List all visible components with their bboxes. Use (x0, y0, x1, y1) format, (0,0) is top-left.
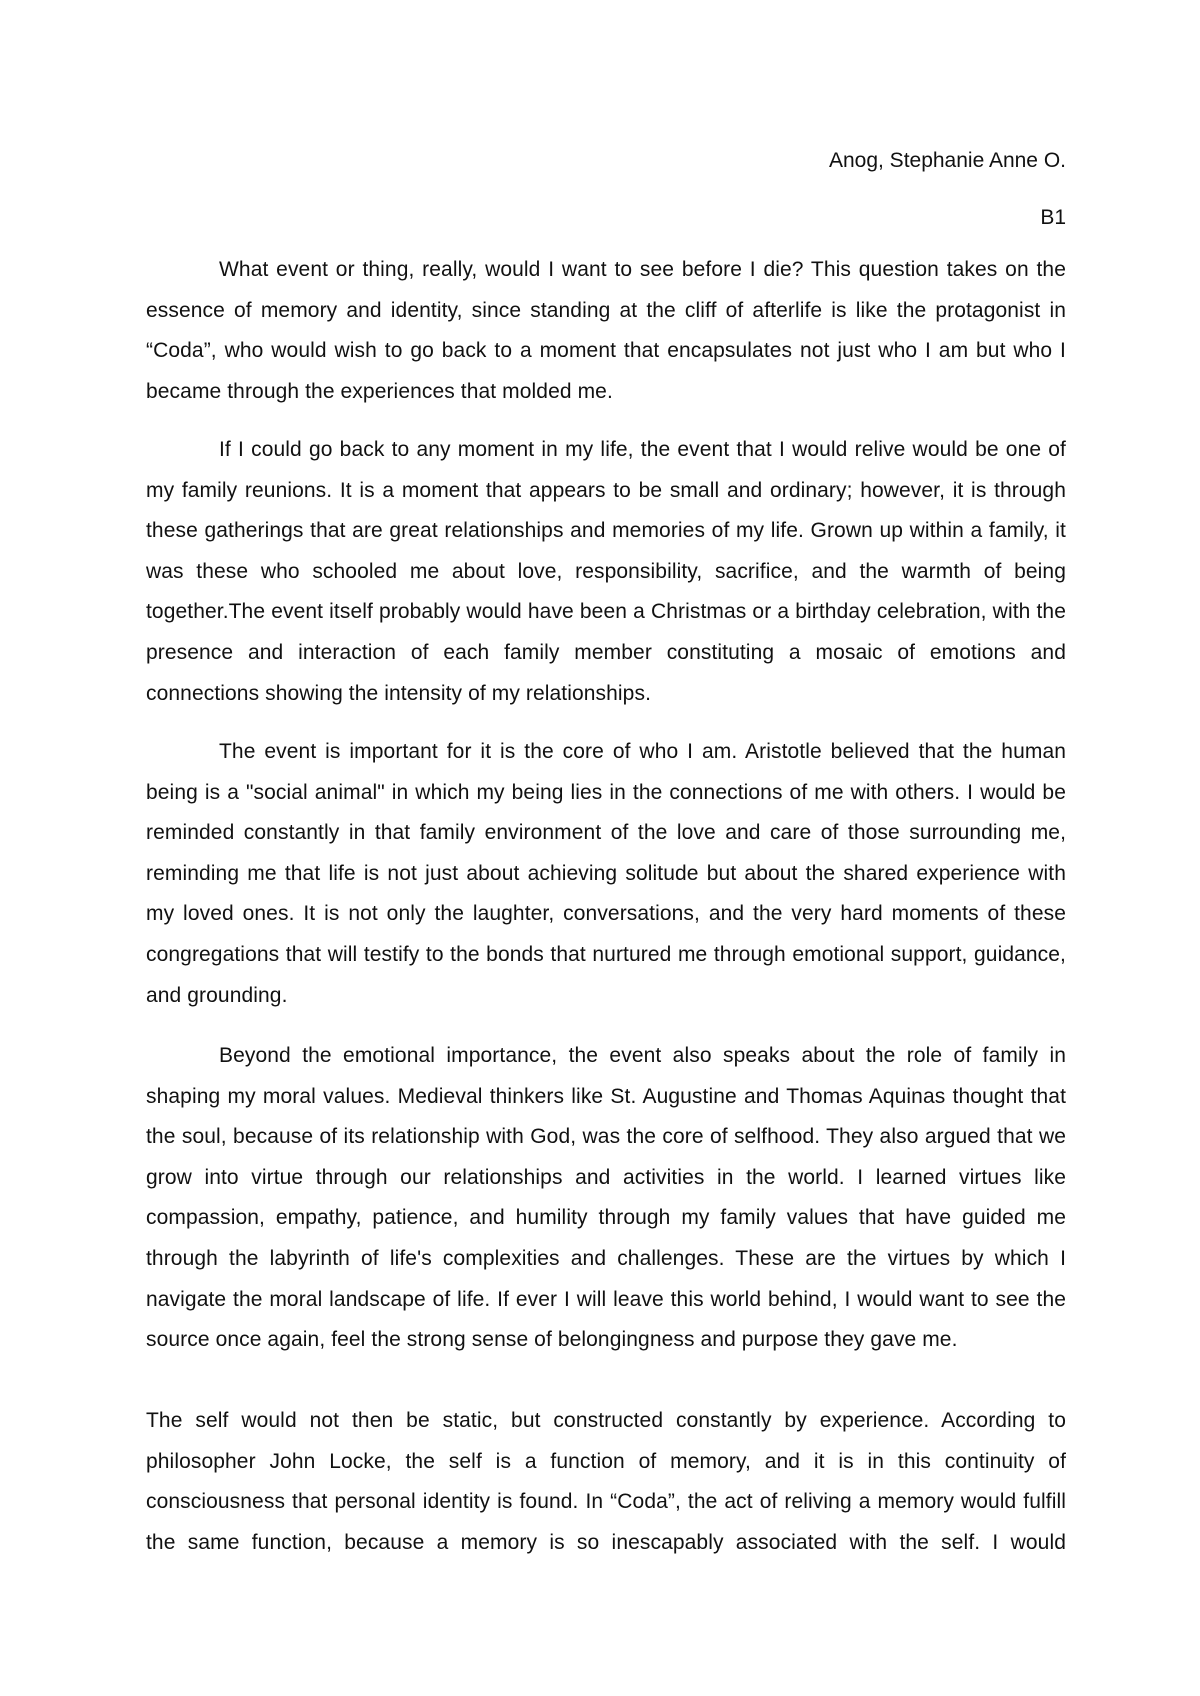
paragraph-1-block (146, 250, 1066, 412)
paragraph-2-block (146, 430, 1066, 714)
author-name: Anog, Stephanie Anne O. (828, 149, 1066, 172)
section-code: B1 (1040, 206, 1066, 229)
paragraph-3: The event is important for it is the core of who I am. Aristotle believed that the human being is a "social animal" in which my being lies in the connections of me with others. I would be reminded constantly in that family environment of the love and care of those surrounding me, reminding me that life is not just about achieving solitude but about the shared experience with my loved ones. It is not only the laughter, conversations, and the very hard moments of these congregations that will testify to the bonds that nurtured me through emotional support, guidance, and grounding. (146, 740, 1066, 1007)
paragraph-5: The self would not then be static, but constructed constantly by experience. According to philosopher John Locke, the self is a function of memory, and it is in this continuity of consciousness that personal identity is found. In “Coda”, the act of reliving a memory would fulfill the same function, because a memory is so inescapably associated with the self. I would (146, 1409, 1066, 1554)
paragraph-4: Beyond the emotional importance, the event also speaks about the role of family in shaping my moral values. Medieval thinkers like St. Augustine and Thomas Aquinas thought that the soul, because of its relationship with God, was the core of selfhood. They also argued that we grow into virtue through our relationships and activities in the world. I learned virtues like compassion, empathy, patience, and humility through my family values that have guided me through the labyrinth of life's complexities and challenges. These are the virtues by which I navigate the moral landscape of life. If ever I will leave this world behind, I would want to see the source once again, feel the strong sense of belongingness and purpose they gave me. (146, 1044, 1066, 1352)
paragraph-1: What event or thing, really, would I want to see before I die? This question takes on the essence of memory and identity, since standing at the cliff of afterlife is like the protagonist in “Coda”, who would wish to go back to a moment that encapsulates not just who I am but who I became through the experiences that molded me. (146, 258, 1066, 403)
paragraph-5-block (146, 1401, 1066, 1563)
paragraph-3-block (146, 732, 1066, 1016)
paragraph-4-block (146, 1036, 1066, 1361)
paragraph-2: If I could go back to any moment in my life, the event that I would relive would be one of my family reunions. It is a moment that appears to be small and ordinary; however, it is through these gatherings that are great relationships and memories of my life. Grown up within a family, it was these who schooled me about love, responsibility, sacrifice, and the warmth of being together.The event itself probably would have been a Christmas or a birthday celebration, with the presence and interaction of each family member constituting a mosaic of emotions and connections showing the intensity of my relationships. (146, 438, 1066, 705)
